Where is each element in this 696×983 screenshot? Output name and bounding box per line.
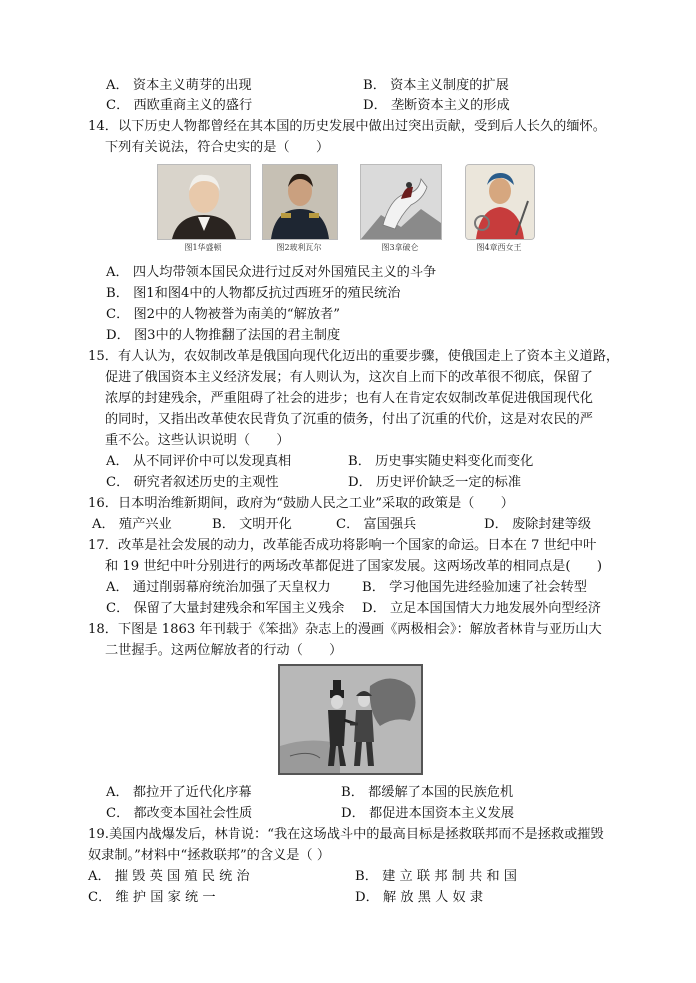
cartoon-image	[278, 664, 423, 775]
q16-stem: 16．日本明治维新期间，政府为“鼓励人民之工业”采取的政策是（ ）	[88, 496, 514, 511]
q15-stem-line5: 重不公。这些认识说明（ ）	[105, 433, 290, 448]
q18-option-b: B． 都缓解了本国的民族危机	[341, 785, 514, 800]
option-c: C． 西欧重商主义的盛行	[106, 98, 253, 113]
q15-option-d: D． 历史评价缺乏一定的标准	[348, 475, 522, 490]
caption-2: 图2玻利瓦尔	[276, 243, 322, 252]
q17-option-a: A． 通过削弱幕府统治加强了天皇权力	[106, 580, 331, 595]
q14-option-d: D． 图3中的人物推翻了法国的君主制度	[106, 328, 341, 343]
option-d: D． 垄断资本主义的形成	[363, 98, 510, 113]
q14-option-c: C． 图2中的人物被誉为南美的“解放者”	[106, 307, 340, 322]
q17-stem-line1: 17．改革是社会发展的动力，改革能否成功将影响一个国家的命运。日本在 7 世纪中叶	[88, 538, 597, 553]
q15-stem-line2: 促进了俄国资本主义经济发展；有人则认为，这次自上而下的改革很不彻底，保留了	[105, 370, 593, 385]
q15-option-a: A． 从不同评价中可以发现真相	[106, 454, 292, 469]
q16-option-d: D． 废除封建等级	[484, 517, 592, 532]
q15-option-c: C． 研究者叙述历史的主观性	[106, 475, 279, 490]
q18-stem-line1: 18．下图是 1863 年刊载于《笨拙》杂志上的漫画《两极相会》：解放者林肯与亚历山大	[88, 622, 602, 637]
q15-stem-line1: 15．有人认为，农奴制改革是俄国向现代化迈出的重要步骤，使俄国走上了资本主义道路，	[88, 349, 620, 364]
napoleon-painting	[360, 164, 442, 240]
q15-stem-line3: 浓厚的封建残余，严重阻碍了社会的进步；也有人在肯定农奴制改革促进俄国现代化	[105, 391, 593, 406]
q18-option-c: C． 都改变本国社会性质	[106, 806, 253, 821]
q16-option-a: A． 殖产兴业	[92, 517, 172, 532]
option-a: A． 资本主义萌芽的出现	[106, 78, 252, 93]
rani-lakshmibai-portrait	[465, 164, 535, 240]
q18-option-d: D． 都促进本国资本主义发展	[341, 806, 515, 821]
q19-stem-line1: 19.美国内战爆发后，林肯说：“我在这场战斗中的最高目标是拯救联邦而不是拯救或摧毁	[88, 827, 604, 842]
q17-option-c: C． 保留了大量封建残余和军国主义残余	[106, 601, 345, 616]
q17-stem-line2: 和 19 世纪中叶分别进行的两场改革都促进了国家发展。这两场改革的相同点是( )	[105, 559, 603, 574]
q16-option-b: B． 文明开化	[212, 517, 292, 532]
q17-option-b: B． 学习他国先进经验加速了社会转型	[362, 580, 587, 595]
q14-option-b: B． 图1和图4中的人物都反抗过西班牙的殖民统治	[106, 286, 401, 301]
q16-option-c: C． 富国强兵	[336, 517, 417, 532]
q19-option-d: D． 解 放 黑 人 奴 隶	[355, 890, 484, 905]
option-b: B． 资本主义制度的扩展	[363, 78, 509, 93]
bolivar-portrait	[262, 164, 338, 240]
q18-stem-line2: 二世握手。这两位解放者的行动（ ）	[105, 643, 343, 658]
caption-3: 图3拿破仑	[381, 243, 419, 252]
q15-option-b: B． 历史事实随史料变化而变化	[348, 454, 534, 469]
q15-stem-line4: 的同时，又指出改革使农民背负了沉重的债务，付出了沉重的代价，这是对农民的严	[105, 412, 593, 427]
caption-1: 图1华盛顿	[184, 243, 222, 252]
q14-stem-line2: 下列有关说法，符合史实的是（ ）	[105, 140, 330, 155]
q17-option-d: D． 立足本国国情大力地发展外向型经济	[362, 601, 601, 616]
q14-option-a: A． 四人均带领本国民众进行过反对外国殖民主义的斗争	[106, 265, 437, 280]
caption-4: 图4章西女王	[476, 243, 522, 252]
q14-stem-line1: 14．以下历史人物都曾经在其本国的历史发展中做出过突出贡献，受到后人长久的缅怀。	[88, 119, 606, 134]
q19-option-c: C． 维 护 国 家 统 一	[88, 890, 216, 905]
q19-stem-line2: 奴隶制。”材料中“拯救联邦”的含义是（ ）	[88, 848, 331, 863]
q18-option-a: A． 都拉开了近代化序幕	[106, 785, 252, 800]
q19-option-b: B． 建 立 联 邦 制 共 和 国	[355, 869, 517, 884]
q19-option-a: A． 摧 毁 英 国 殖 民 统 治	[88, 869, 250, 884]
washington-portrait	[157, 164, 251, 240]
